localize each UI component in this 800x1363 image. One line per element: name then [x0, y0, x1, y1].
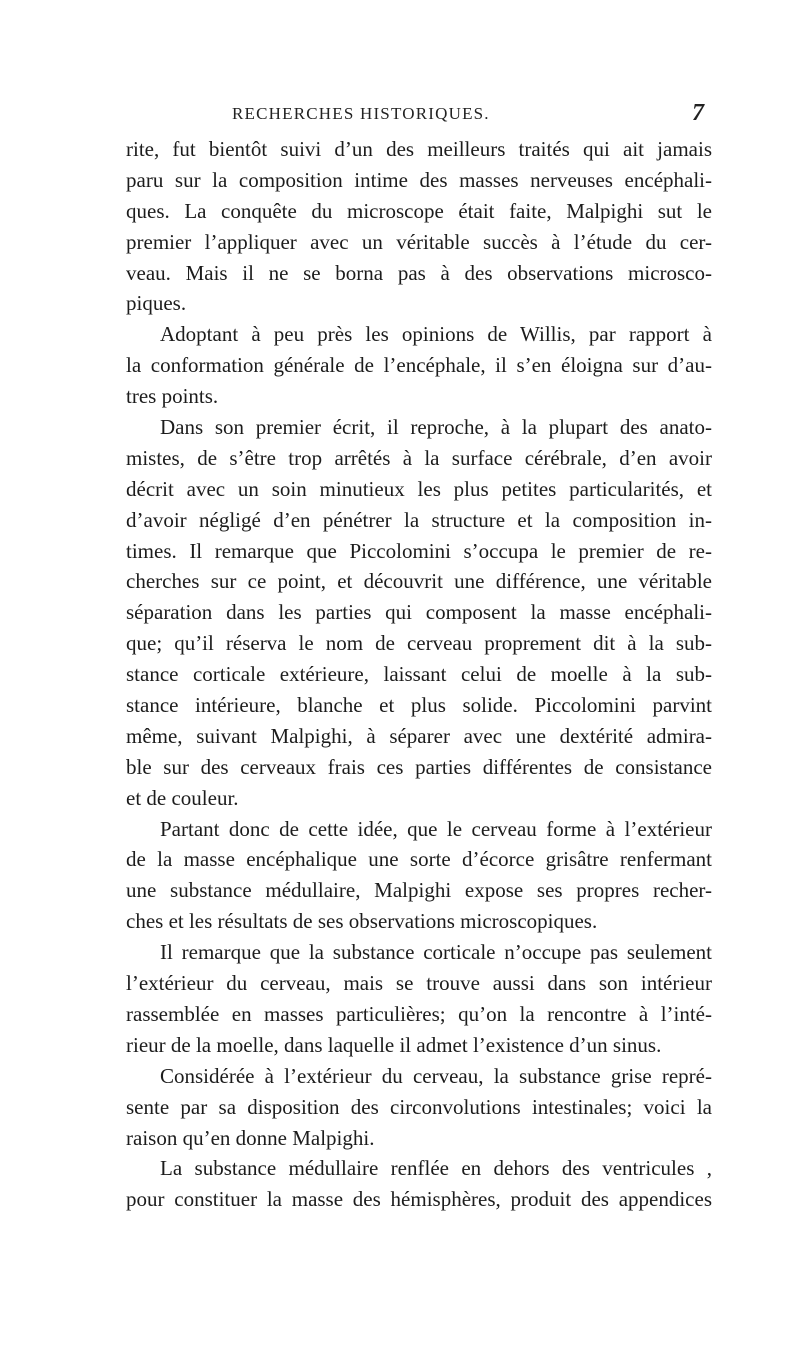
text-line: Considérée à l’extérieur du cerveau, la substance grise repré- [160, 1063, 712, 1088]
text-line: veau. Mais il ne se borna pas à des observations microsco- [126, 260, 712, 285]
text-line: raison qu’en donne Malpighi. [126, 1125, 375, 1150]
text-line: ble sur des cerveaux frais ces parties différentes de consistance [126, 754, 712, 779]
text-line: times. Il remarque que Piccolomini s’occupa le premier de re- [126, 538, 712, 563]
text-line: rite, fut bientôt suivi d’un des meilleurs traités qui ait jamais [126, 137, 712, 161]
text-line: sente par sa disposition des circonvolutions intestinales; voici la [126, 1094, 712, 1119]
text-line: Dans son premier écrit, il reproche, à la plupart des anato- [160, 415, 712, 440]
text-line: premier l’appliquer avec un véritable succès à l’étude du cer- [126, 229, 712, 254]
text-line: pour constituer la masse des hémisphères, produit des appendices [126, 1187, 712, 1212]
text-line: Adoptant à peu près les opinions de Willis, par rapport à [160, 322, 712, 347]
text-line: ques. La conquête du microscope était faite, Malpighi sut le [126, 198, 712, 223]
running-head [0, 100, 800, 134]
text-line: tres points. [126, 384, 219, 409]
text-line: piques. [126, 291, 187, 316]
text-line: rassemblée en masses particulières; qu’on la rencontre à l’inté- [126, 1001, 712, 1026]
text-line: rieur de la moelle, dans laquelle il admet l’existence d’un sinus. [126, 1032, 662, 1057]
page-number: 7 [692, 100, 704, 126]
text-line: stance corticale extérieure, laissant celui de moelle à la sub- [126, 662, 712, 687]
text-line: ches et les résultats de ses observations microscopiques. [126, 909, 598, 934]
text-line: cherches sur ce point, et découvrit une différence, une véritable [126, 569, 712, 594]
text-line: la conformation générale de l’encéphale, il s’en éloigna sur d’au- [126, 353, 712, 378]
text-line: que; qu’il réserva le nom de cerveau proprement dit à la sub- [126, 631, 712, 656]
text-line: décrit avec un soin minutieux les plus petites particularités, et [126, 476, 712, 501]
running-title: RECHERCHES HISTORIQUES. [232, 104, 490, 123]
text-line: et de couleur. [126, 785, 239, 810]
text-line: mistes, de s’être trop arrêtés à la surface cérébrale, d’en avoir [126, 445, 712, 470]
text-line: de la masse encéphalique une sorte d’écorce grisâtre renfermant [126, 847, 712, 872]
text-line: La substance médullaire renflée en dehors des ventricules , [160, 1156, 712, 1181]
text-line: paru sur la composition intime des masses nerveuses encéphali- [126, 167, 712, 192]
text-line: même, suivant Malpighi, à séparer avec une dextérité admira- [126, 723, 712, 748]
text-line: stance intérieure, blanche et plus solide. Piccolomini parvint [126, 693, 712, 718]
text-line: d’avoir négligé d’en pénétrer la structure et la composition in- [126, 507, 712, 532]
text-line: séparation dans les parties qui composent la masse encéphali- [126, 600, 712, 625]
text-line: Partant donc de cette idée, que le cerveau forme à l’extérieur [160, 816, 712, 841]
text-line: l’extérieur du cerveau, mais se trouve aussi dans son intérieur [126, 971, 712, 996]
body-text [126, 134, 712, 1215]
text-line: une substance médullaire, Malpighi expose ses propres recher- [126, 878, 712, 903]
text-line: Il remarque que la substance corticale n’occupe pas seulement [160, 940, 712, 965]
